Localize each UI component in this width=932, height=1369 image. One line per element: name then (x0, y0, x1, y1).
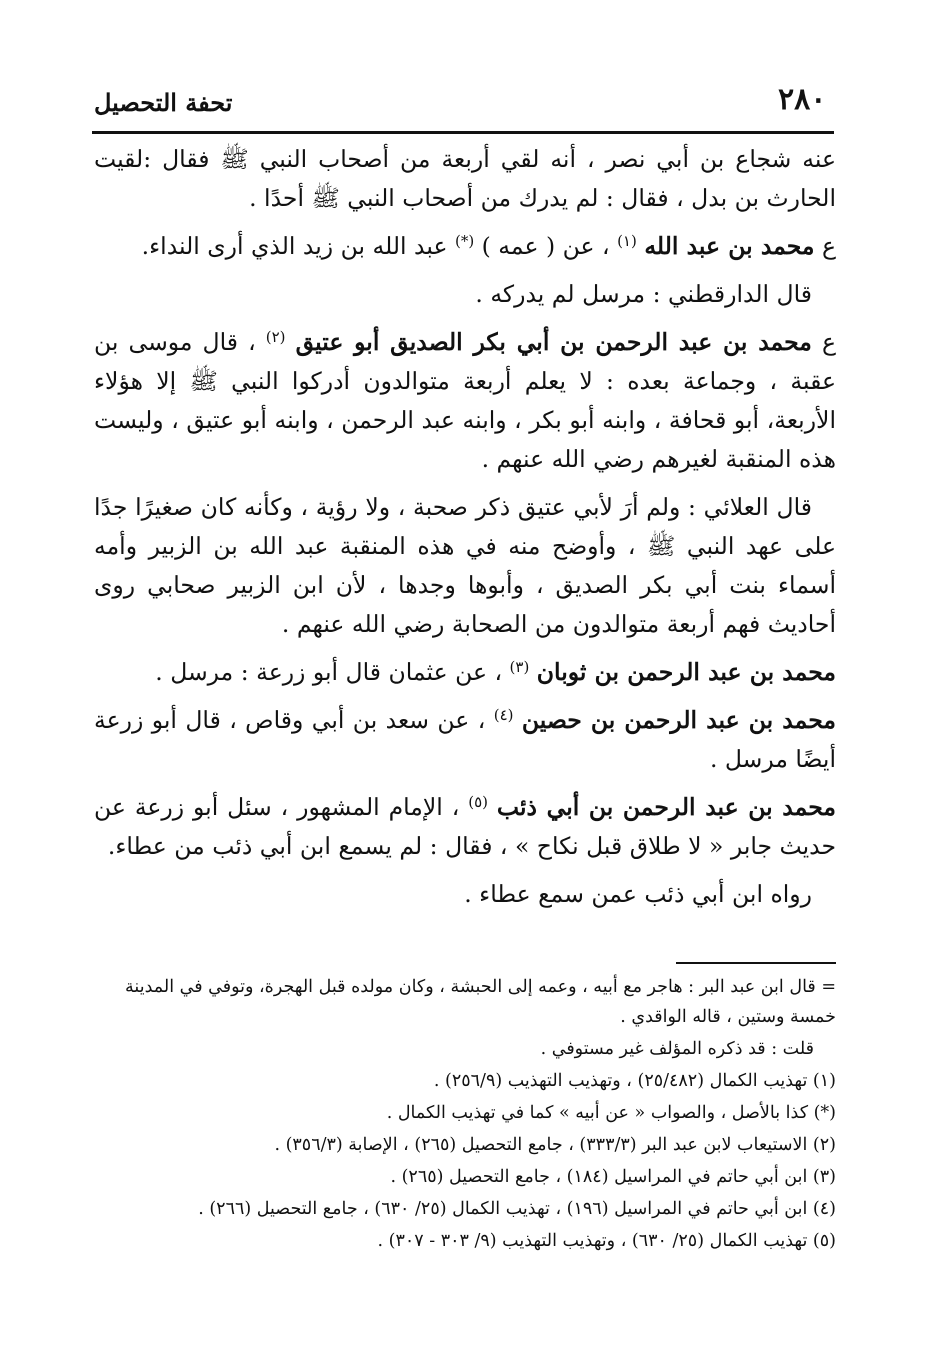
paragraph-7 (94, 701, 836, 779)
paragraph-4-rest: ، قال موسى بن عقبة ، وجماعة بعده : لا يعلم أربعة متوالدون أدركوا النبي ﷺ إلا هؤلاء الأربعة، أبو قحافة ، وابنه أبو بكر ، وابنه عبد الرحمن ، وابنه أبو عتيق ، وليست هذه المنقبة لغيرهم رضي الله عنهم . (94, 328, 836, 473)
paragraph-1 (94, 140, 836, 218)
paragraph-9-text: رواه ابن أبي ذئب عمن سمع عطاء . (464, 880, 812, 908)
paragraph-8 (94, 788, 836, 866)
footnote-rule (676, 962, 836, 964)
page-number: ٢٨٠ (778, 82, 827, 117)
footnote-ref: (٥) (468, 793, 488, 811)
paragraph-4 (94, 323, 836, 479)
footnote-star: (*) كذا بالأصل ، والصواب « عن أبيه » كما في تهذيب الكمال . (386, 1103, 836, 1123)
footnote-2: (٢) الاستيعاب لابن عبد البر (٣٣٣/٣) ، جامع التحصيل (٢٦٥) ، الإصابة (٣٥٦/٣) . (274, 1135, 836, 1155)
entry-marker: ع (811, 328, 836, 356)
footnote-continuation: = قال ابن عبد البر : هاجر مع أبيه ، وعمه إلى الحبشة ، وكان مولده قبل الهجرة، وتوفي في المدينة خمسة وستين ، قاله الواقدي . (125, 977, 836, 1027)
paragraph-3-text: قال الدارقطني : مرسل لم يدركه . (475, 280, 812, 308)
paragraph-5-text: قال العلائي : ولم أرَ لأبي عتيق ذكر صحبة ، ولا رؤية ، وكأنه كان صغيرًا جدًا على عهد النبي ﷺ ، وأوضح منه في هذه المنقبة عبد الله بن الزبير وأمه أسماء بنت أبي بكر الصديق ، وأبوها وجدها ، لأن ابن الزبير صحابي روى أحاديث فهم أربعة متوالدون من الصحابة رضي الله عنهم . (94, 493, 836, 638)
paragraph-5 (94, 488, 836, 644)
footnote-5: (٥) تهذيب الكمال (٢٥/ ٦٣٠) ، وتهذيب التهذيب (٩/ ٣٠٣ - ٣٠٧) . (377, 1231, 836, 1251)
narrator-name: محمد بن عبد الرحمن بن ثوبان (536, 658, 836, 686)
narrator-name: محمد بن عبد الرحمن بن حصين (521, 706, 836, 734)
running-header-title: تحفة التحصيل (94, 88, 233, 117)
paragraph-2-mid: ، عن ( عمه ) (474, 232, 618, 260)
footnote-ref: (١) (617, 232, 637, 250)
paragraph-2 (94, 227, 836, 266)
narrator-name: محمد بن عبد الرحمن بن أبي بكر الصديق أبو عتيق (295, 328, 812, 356)
footnote-ref-star: (*) (454, 232, 475, 250)
footnotes (94, 972, 836, 1258)
narrator-name: محمد بن عبد الله (644, 232, 815, 260)
paragraph-9 (94, 875, 836, 914)
footnote-ref: (٢) (265, 328, 286, 346)
entry-marker: ع (814, 232, 836, 260)
footnote-1: (١) تهذيب الكمال (٢٥/٤٨٢) ، وتهذيب التهذيب (٢٥٦/٩) . (433, 1071, 836, 1091)
paragraph-7-rest: ، عن سعد بن أبي وقاص ، قال أبو زرعة أيضًا مرسل . (94, 706, 836, 773)
main-text (94, 140, 836, 923)
header-rule (92, 131, 834, 134)
paragraph-3 (94, 275, 836, 314)
footnote-4: (٤) ابن أبي حاتم في المراسيل (١٩٦) ، تهذيب الكمال (٢٥/ ٦٣٠) ، جامع التحصيل (٢٦٦) . (198, 1199, 836, 1219)
footnote-ref: (٣) (509, 658, 530, 676)
paragraph-6 (94, 653, 836, 692)
paragraph-2-rest: عبد الله بن زيد الذي أرى النداء. (141, 232, 455, 260)
narrator-name: محمد بن عبد الرحمن بن أبي ذئب (496, 793, 836, 821)
paragraph-8-rest: ، الإمام المشهور ، سئل أبو زرعة عن حديث جابر « لا طلاق قبل نكاح » ، فقال : لم يسمع ابن أبي ذئب من عطاء. (94, 793, 836, 860)
footnote-3: (٣) ابن أبي حاتم في المراسيل (١٨٤) ، جامع التحصيل (٢٦٥) . (390, 1167, 836, 1187)
footnote-ref: (٤) (493, 706, 514, 724)
paragraph-1-text: عنه شجاع بن أبي نصر ، أنه لقي أربعة من أصحاب النبي ﷺ فقال :لقيت الحارث بن بدل ، فقال : لم يدرك من أصحاب النبي ﷺ أحدًا . (94, 145, 836, 212)
footnote-note: قلت : قد ذكره المؤلف غير مستوفي . (540, 1039, 814, 1059)
paragraph-6-rest: ، عن عثمان قال أبو زرعة : مرسل . (155, 658, 510, 686)
